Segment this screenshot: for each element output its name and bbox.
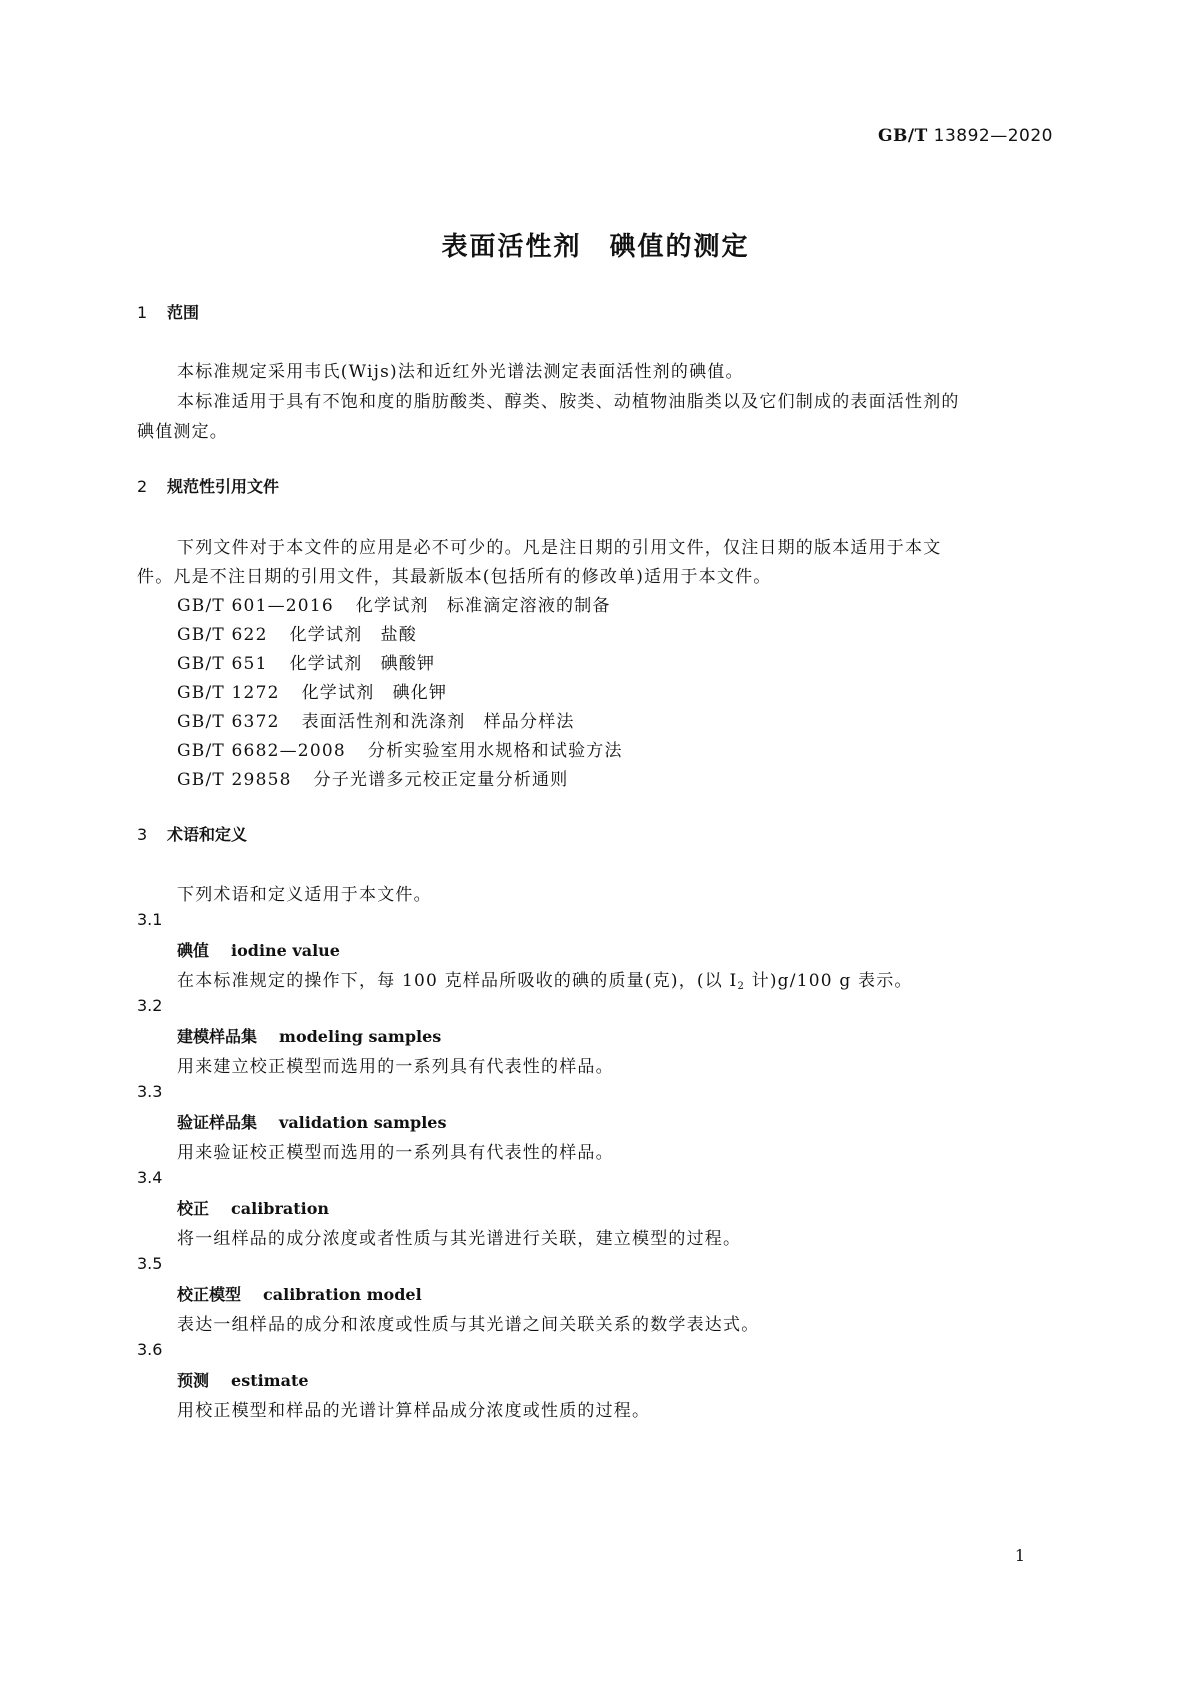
standard-prefix: GB/T [878, 126, 928, 146]
term-en: modeling samples [279, 1027, 442, 1046]
term-en: estimate [231, 1371, 309, 1390]
term-number: 3.2 [137, 996, 163, 1015]
reference-name: 表面活性剂和洗涤剂 样品分样法 [301, 712, 575, 732]
term-definition [177, 966, 913, 992]
term-number: 3.6 [137, 1340, 163, 1359]
term-en: iodine value [231, 941, 340, 960]
term-zh: 建模样品集 [177, 1027, 258, 1046]
paragraph: 碘值测定。 [137, 422, 228, 442]
paragraph: 下列术语和定义适用于本文件。 [177, 885, 432, 905]
term-number: 3.1 [137, 910, 163, 929]
term-number: 3.4 [137, 1168, 163, 1187]
paragraph: 本标准适用于具有不饱和度的脂肪酸类、醇类、胺类、动植物油脂类以及它们制成的表面活性剂的 [177, 392, 960, 412]
term-definition: 用来建立校正模型而选用的一系列具有代表性的样品。 [177, 1057, 614, 1077]
term-zh: 验证样品集 [177, 1113, 258, 1132]
definition-text: 计)g/100 g 表示。 [745, 971, 913, 991]
term-heading [177, 1110, 447, 1133]
page-number: 1 [1014, 1546, 1025, 1565]
term-heading [177, 938, 340, 961]
reference-name: 化学试剂 盐酸 [289, 625, 417, 645]
term-zh: 预测 [177, 1371, 210, 1390]
term-definition: 用来验证校正模型而选用的一系列具有代表性的样品。 [177, 1143, 614, 1163]
term-en: calibration model [263, 1285, 422, 1304]
section-number: 3 [137, 825, 148, 844]
reference-name: 化学试剂 碘酸钾 [289, 654, 436, 674]
section-number: 1 [137, 303, 148, 322]
reference-item [177, 591, 611, 616]
term-zh: 校正 [177, 1199, 210, 1218]
subscript: 2 [737, 981, 746, 992]
reference-code: GB/T 29858 [177, 770, 292, 790]
term-heading [177, 1368, 309, 1391]
reference-code: GB/T 6372 [177, 712, 280, 732]
term-heading [177, 1196, 329, 1219]
reference-name: 化学试剂 碘化钾 [301, 683, 448, 703]
standard-code: 13892—2020 [933, 126, 1053, 146]
term-number: 3.3 [137, 1082, 163, 1101]
paragraph: 件。凡是不注日期的引用文件，其最新版本(包括所有的修改单)适用于本文件。 [137, 567, 772, 587]
section-title: 范围 [167, 303, 200, 322]
reference-item [177, 620, 417, 645]
term-number: 3.5 [137, 1254, 163, 1273]
reference-code: GB/T 622 [177, 625, 268, 645]
reference-item [177, 736, 623, 761]
reference-item [177, 707, 575, 732]
document-title: 表面活性剂 碘值的测定 [441, 232, 750, 262]
reference-name: 分析实验室用水规格和试验方法 [367, 741, 623, 761]
reference-item [177, 678, 447, 703]
definition-text: 在本标准规定的操作下，每 100 克样品所吸收的碘的质量(克)，(以 I [177, 971, 738, 991]
paragraph: 本标准规定采用韦氏(Wijs)法和近红外光谱法测定表面活性剂的碘值。 [177, 362, 744, 382]
term-zh: 校正模型 [177, 1285, 242, 1304]
term-heading [177, 1024, 441, 1047]
section-2-heading [137, 474, 279, 497]
paragraph: 下列文件对于本文件的应用是必不可少的。凡是注日期的引用文件，仅注日期的版本适用于本文 [177, 538, 942, 558]
reference-code: GB/T 601—2016 [177, 596, 334, 616]
reference-name: 分子光谱多元校正定量分析通则 [313, 770, 569, 790]
term-definition: 表达一组样品的成分和浓度或性质与其光谱之间关联关系的数学表达式。 [177, 1315, 760, 1335]
reference-item [177, 649, 435, 674]
reference-code: GB/T 1272 [177, 683, 280, 703]
term-zh: 碘值 [177, 941, 210, 960]
section-3-heading [137, 822, 247, 845]
section-number: 2 [137, 477, 148, 496]
reference-name: 化学试剂 标准滴定溶液的制备 [355, 596, 611, 616]
section-title: 规范性引用文件 [167, 477, 280, 496]
section-title: 术语和定义 [167, 825, 248, 844]
term-en: validation samples [279, 1113, 447, 1132]
reference-code: GB/T 651 [177, 654, 268, 674]
term-definition: 用校正模型和样品的光谱计算样品成分浓度或性质的过程。 [177, 1401, 651, 1421]
section-1-heading [137, 300, 199, 323]
reference-item [177, 765, 568, 790]
reference-code: GB/T 6682—2008 [177, 741, 346, 761]
term-heading [177, 1282, 422, 1305]
term-en: calibration [231, 1199, 330, 1218]
standard-number [878, 126, 1053, 146]
term-definition: 将一组样品的成分浓度或者性质与其光谱进行关联，建立模型的过程。 [177, 1229, 742, 1249]
